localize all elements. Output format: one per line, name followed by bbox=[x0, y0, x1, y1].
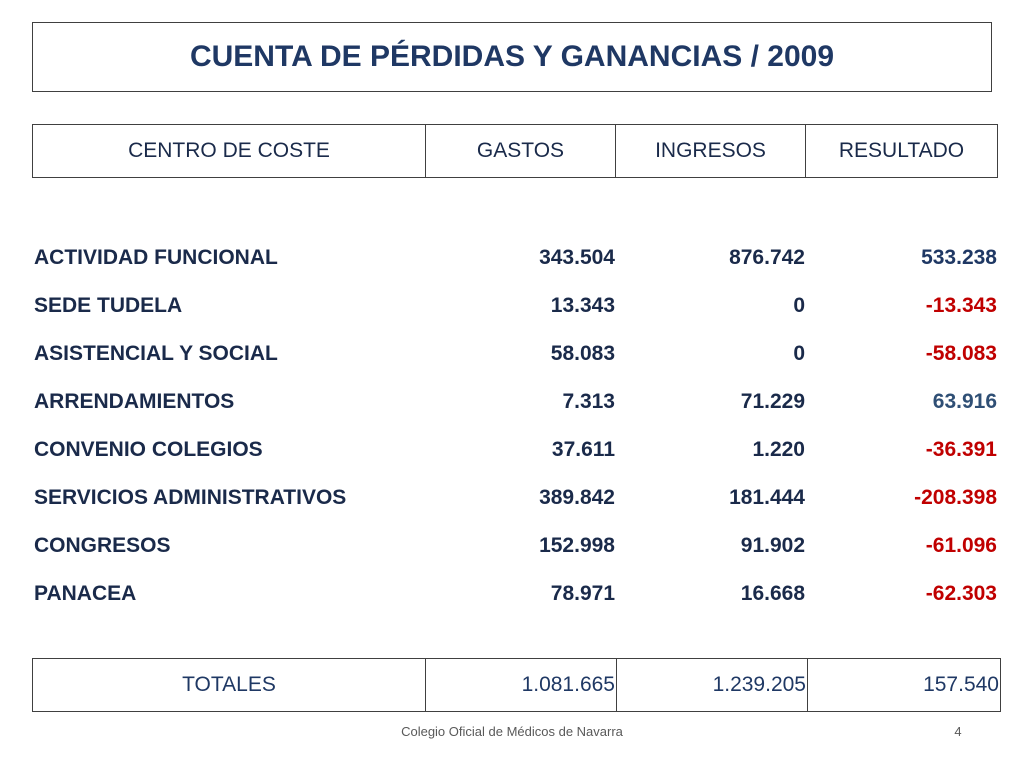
header-gastos: GASTOS bbox=[426, 125, 616, 178]
totals-label: TOTALES bbox=[33, 659, 426, 712]
row-gastos: 152.998 bbox=[539, 534, 615, 557]
row-resultado: -208.398 bbox=[914, 486, 997, 509]
row-ingresos: 181.444 bbox=[729, 486, 805, 509]
totals-gastos: 1.081.665 bbox=[426, 659, 617, 712]
row-name: ASISTENCIAL Y SOCIAL bbox=[34, 342, 278, 365]
table-row bbox=[32, 234, 998, 282]
row-gastos: 37.611 bbox=[551, 438, 615, 461]
page-title: CUENTA DE PÉRDIDAS Y GANANCIAS / 2009 bbox=[189, 40, 835, 73]
row-resultado: -36.391 bbox=[925, 438, 997, 461]
row-gastos: 7.313 bbox=[562, 390, 615, 413]
row-name: PANACEA bbox=[34, 582, 137, 605]
row-name: CONGRESOS bbox=[34, 534, 171, 557]
row-ingresos: 91.902 bbox=[740, 534, 805, 557]
row-gastos: 78.971 bbox=[550, 582, 615, 605]
footer-organization: Colegio Oficial de Médicos de Navarra bbox=[401, 724, 623, 739]
data-table bbox=[32, 234, 998, 618]
table-row bbox=[32, 426, 998, 474]
table-row bbox=[32, 474, 998, 522]
row-name: SEDE TUDELA bbox=[34, 294, 183, 317]
totals-ingresos: 1.239.205 bbox=[617, 659, 808, 712]
row-resultado: -13.343 bbox=[925, 294, 997, 317]
title-box bbox=[32, 22, 992, 92]
totals-row bbox=[33, 659, 1001, 712]
header-centro-de-coste: CENTRO DE COSTE bbox=[33, 125, 426, 178]
row-resultado: 533.238 bbox=[921, 246, 997, 269]
row-resultado: -62.303 bbox=[925, 582, 997, 605]
row-resultado: -61.096 bbox=[925, 534, 997, 557]
table-row bbox=[32, 378, 998, 426]
row-gastos: 343.504 bbox=[539, 246, 615, 269]
table-row bbox=[32, 522, 998, 570]
row-ingresos: 0 bbox=[793, 294, 805, 317]
table-row bbox=[32, 330, 998, 378]
row-name: ARRENDAMIENTOS bbox=[34, 390, 235, 413]
row-ingresos: 1.220 bbox=[752, 438, 805, 461]
row-resultado: 63.916 bbox=[932, 390, 997, 413]
row-ingresos: 876.742 bbox=[729, 246, 805, 269]
totals-resultado: 157.540 bbox=[808, 659, 1001, 712]
table-row bbox=[32, 570, 998, 618]
row-name: ACTIVIDAD FUNCIONAL bbox=[34, 246, 278, 269]
header-row bbox=[33, 125, 998, 178]
totals-table bbox=[32, 658, 1001, 712]
row-ingresos: 16.668 bbox=[740, 582, 805, 605]
page-number: 4 bbox=[954, 724, 962, 739]
header-table bbox=[32, 124, 998, 178]
row-ingresos: 71.229 bbox=[740, 390, 805, 413]
row-resultado: -58.083 bbox=[925, 342, 997, 365]
header-ingresos: INGRESOS bbox=[616, 125, 806, 178]
row-name: CONVENIO COLEGIOS bbox=[34, 438, 263, 461]
row-gastos: 58.083 bbox=[550, 342, 615, 365]
row-name: SERVICIOS ADMINISTRATIVOS bbox=[34, 486, 347, 509]
header-resultado: RESULTADO bbox=[806, 125, 998, 178]
row-gastos: 389.842 bbox=[539, 486, 615, 509]
row-ingresos: 0 bbox=[793, 342, 805, 365]
row-gastos: 13.343 bbox=[550, 294, 615, 317]
table-row bbox=[32, 282, 998, 330]
